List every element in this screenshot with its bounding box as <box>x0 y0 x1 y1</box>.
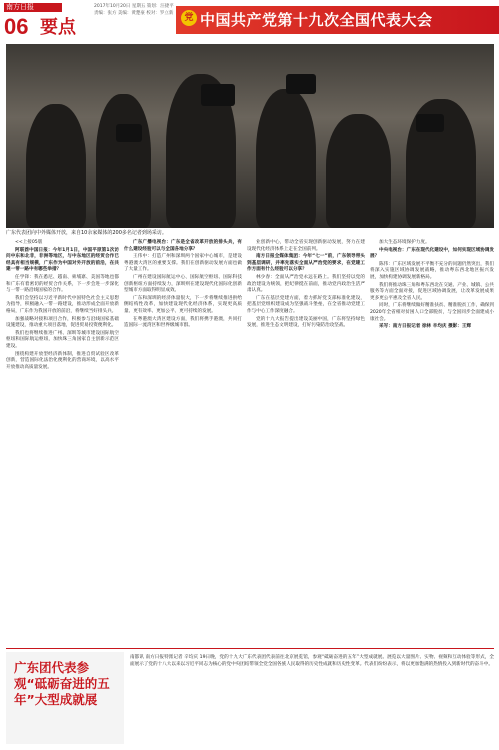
section-divider <box>6 648 494 649</box>
question: 广东广播电视台：广东是全省改革开放的排头兵，有什么建设经验可以与全国各地分享？ <box>124 240 242 252</box>
camera-icon <box>201 84 235 106</box>
bottom-article-title: 广东团代表参观“砥砺奋进的五年”大型成就展 <box>14 660 110 707</box>
paragraph: 我们将推动珠三角和粤东西北在交通、产业、城镇、公共服务等方面全面对接，促进区域协调发展，让改革发展成果更多更公平惠及全省人民。 <box>370 282 494 301</box>
page-number: 06 <box>4 14 29 39</box>
camera-icon <box>286 74 316 94</box>
question: 中央电视台：广东在现代化建设中，如何实现区域协调发展？ <box>370 247 494 260</box>
paragraph: 我们也将继续推进广州、深圳等城市建设国际航空枢纽和国际航运枢纽，加快珠三角国家自主创新示范区建设。 <box>6 330 119 349</box>
party-emblem-icon: 党 <box>181 10 197 26</box>
article-column-4 <box>370 240 494 332</box>
paragraph: 党的十九大报告提出建设美丽中国，广东将坚持绿色发展，推进生态文明建设，打好污染防治攻坚战。 <box>247 316 365 329</box>
paragraph: 同时，广东将继续做好精准扶贫、精准脱贫工作，确保到2020年全省相对贫困人口全部脱贫，与全国同步全面建成小康社会。 <box>370 303 494 322</box>
paragraph: 王伟中：打造广州和深圳两个国家中心城市，是建设粤港澳大湾区的重要支撑。我们在创新驱动发展方面也做了大量工作。 <box>124 254 242 273</box>
paragraph: 在粤港澳大湾区建设方面，我们将携手港澳，共同打造国际一流湾区和世界级城市群。 <box>124 316 242 329</box>
article-column-1 <box>6 240 119 372</box>
question: 南方日报全媒体集团：今年“七一”前，广东领导带头到基层调研，并率先落实全面从严治党的要求，在党建工作方面有什么经验可以分享？ <box>247 254 365 273</box>
byline: 采写：南方日报记者 徐林 辛均庆 摄影：王辉 <box>379 324 472 330</box>
camera-icon <box>416 114 444 132</box>
paragraph: 林少春：全面从严治党永远在路上。我们坚持以党的政治建设为统领，把纪律挺在前面，推动党内政治生活严肃认真。 <box>247 274 365 294</box>
photo-figure <box>26 104 86 228</box>
paragraph: 任学锋：我在悉尼、越南、柬埔寨、美国等地也都和广东有着密切的经贸合作关系，下一步会进一步深化与一带一路沿线国家的合作。 <box>6 274 119 294</box>
photo-figure <box>256 89 316 228</box>
paragraph: 广东和深圳的经济体量很大，下一步将继续推进供给侧结构性改革，加快建设现代化经济体系，实现更高质量、更有效率、更加公平、更可持续的发展。 <box>124 295 242 314</box>
section-title: 要点 <box>40 17 76 38</box>
photo-caption: 广东代表团向中外媒体开放，来自10余家媒体的200多名记者到场采访。 <box>6 230 167 236</box>
article-column-2 <box>124 240 242 331</box>
page-headline: 中国共产党第十九次全国代表大会 <box>200 11 433 29</box>
photo-figure <box>326 114 391 228</box>
page-header <box>0 0 499 44</box>
lead-photo <box>6 44 494 228</box>
issue-meta: 2017年10月20日 星期五 策划：汪捷平 责编：张方 美编：黄楚豪 校对：罗立新 <box>94 4 174 16</box>
paragraph: 围绕构建开放型经济新体制，推进自贸试验区改革创新，营造国际化法治化便利化的营商环境，以高水平开放推动高质量发展。 <box>6 351 119 370</box>
newspaper-logo-text: 南方日报 <box>6 3 34 11</box>
paragraph: <<上接05版 <box>15 240 43 245</box>
paragraph: 业创新中心，带动全省实现创新驱动发展，努力在建设现代化经济体系上走在全国前列。 <box>247 240 365 252</box>
bottom-article-body: 南都讯 南方日报特派记者 辛均庆 19日晚，党的十九大广东代表团代表前往北京展览馆，参观“砥砺奋进的五年”大型成就展。展览以大量图片、实物、视频和互动体验等形式，全面展示了党的十八大以来以习近平同志为核心的党中央团结带领全党全国各族人民取得的历史性成就和历史性变革。代表们纷纷表示，将以更加饱满的热情投入到新时代的奋斗中。 <box>130 655 494 667</box>
photo-figure <box>96 94 151 228</box>
paragraph: 加强战略对接和项目合作，积极参与沿线国家基础设施建设，推动重大项目落地，促进贸易投资便利化。 <box>6 316 119 329</box>
paragraph: 我们会坚持以习近平新时代中国特色社会主义思想为指导，积极融入一带一路建设，推动形成全面开放新格局，广东作为我国开放的前沿，将继续当好排头兵。 <box>6 295 119 314</box>
paragraph: 广东在基层党建方面，着力抓好党支部标准化建设，把基层党组织建设成为坚强战斗堡垒，在全省推动党建工作与中心工作深度融合。 <box>247 295 365 314</box>
paragraph: 广州在建设国际航运中心、国际航空枢纽、国际科技创新枢纽方面持续发力，深圳则在建设现代化国际化创新型城市方面取得明显成效。 <box>124 274 242 294</box>
paragraph: 加大生态环境保护力度。 <box>379 240 430 245</box>
paragraph: 陈伟：广东区域发展不平衡不充分的问题仍然突出，我们将深入实施区域协调发展战略，推动粤东西北地区振兴发展，加快构建协调发展新格局。 <box>370 261 494 280</box>
article-column-3 <box>247 240 365 331</box>
camera-icon <box>116 124 142 142</box>
question: 阿联酋中国日报：今年1月1日，中国平原第1次访问中东和北非，非洲等地区，与中东地区的经贸合作已经具有相当规模，广东作为中国对外开放的前沿，在共建一带一路中有哪些举措？ <box>6 247 119 273</box>
